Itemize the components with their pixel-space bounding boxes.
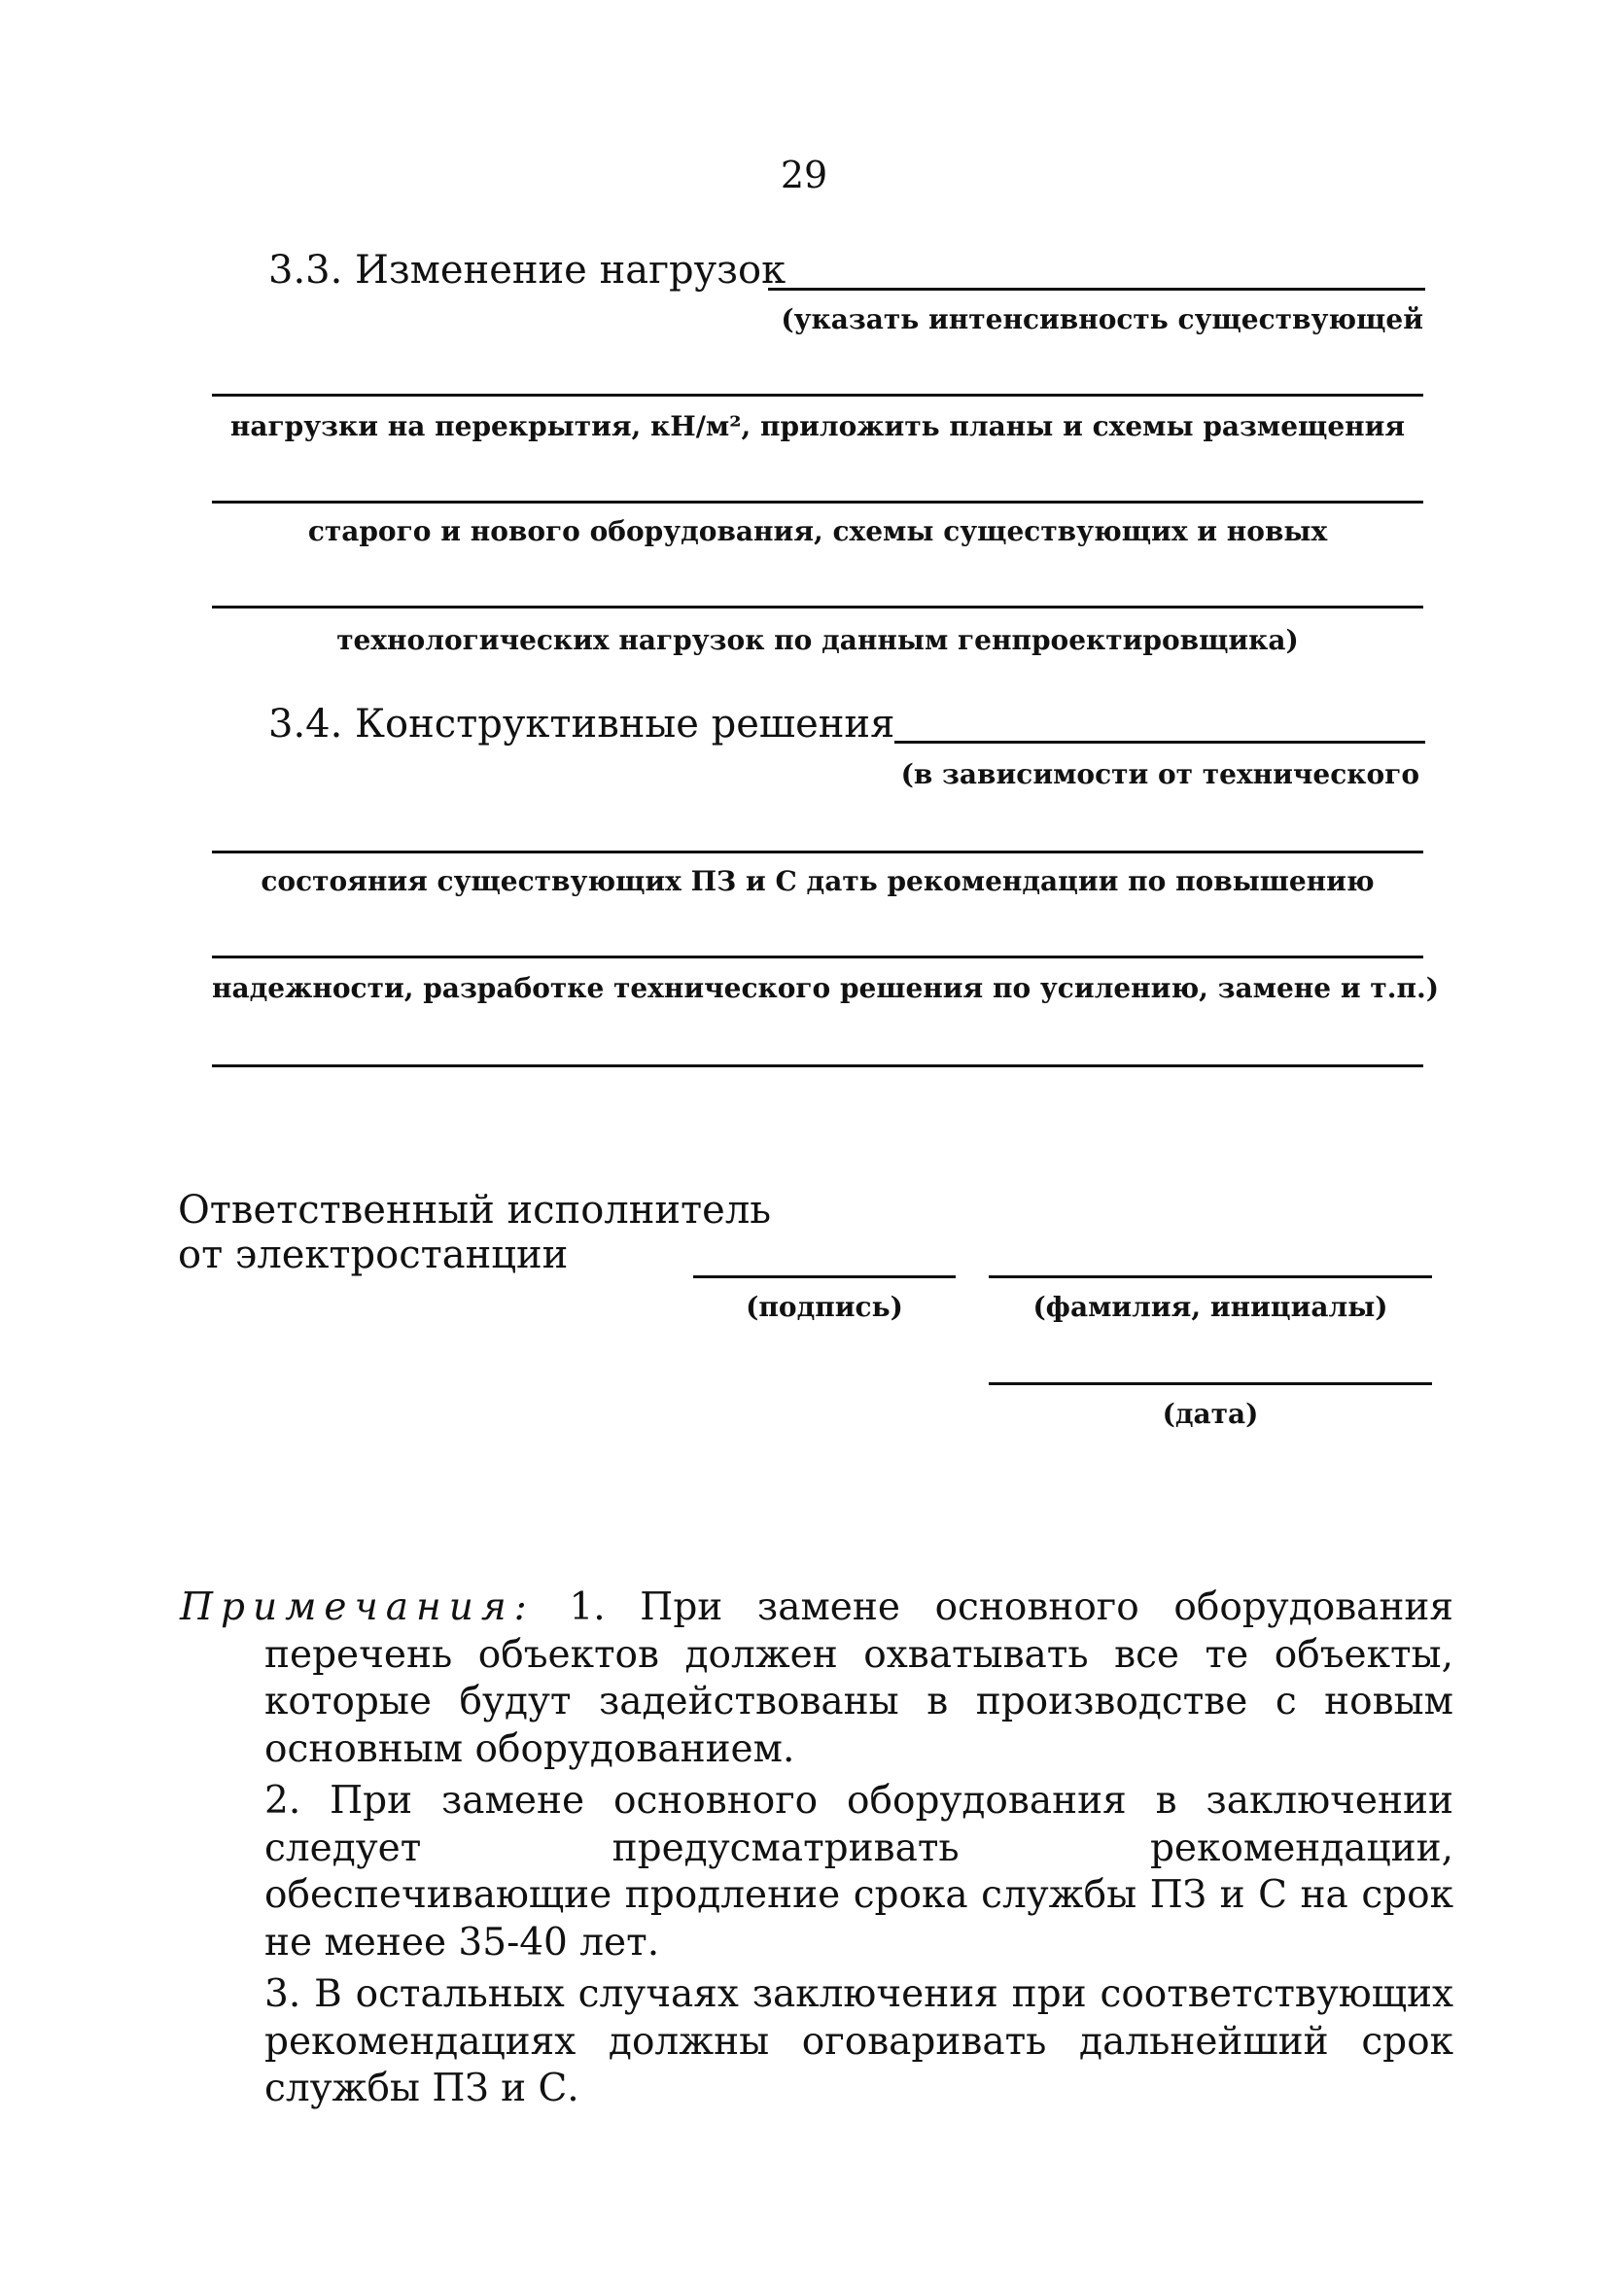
responsible-label-line2: от электростанции — [178, 1233, 569, 1277]
signature-line[interactable] — [693, 1275, 956, 1278]
section-3-3-hint-1: (указать интенсивность существующей — [781, 303, 1423, 335]
date-line[interactable] — [989, 1382, 1432, 1385]
notes-label: Примечания: — [180, 1585, 535, 1629]
note-2: 2. При замене основного оборудования в заключении следует предусматривать рекомендации, обеспечивающие продление срока службы ПЗ и С на срок не менее 35-40 лет. — [264, 1779, 1453, 1965]
section-3-4-hint-1: (в зависимости от технического — [900, 758, 1419, 790]
section-3-3-title: 3.3. Изменение нагрузок — [268, 248, 787, 293]
note-1-text: 1. При замене основного оборудования перечень объектов должен охватывать все те объекты, которые будут задействованы в производстве с новым основным оборудованием. — [264, 1585, 1454, 1771]
section-3-4-field-line[interactable] — [212, 956, 1423, 958]
section-3-4-field-line[interactable] — [212, 851, 1423, 853]
section-3-3-hint-3: старого и нового оборудования, схемы существующих и новых — [307, 515, 1328, 547]
section-3-3-field-line[interactable] — [768, 288, 1425, 291]
note-3: 3. В остальных случаях заключения при соответствующих рекомендациях должны оговаривать дальнейший срок службы ПЗ и С. — [264, 1972, 1453, 2110]
section-3-3-field-line[interactable] — [212, 606, 1423, 609]
section-3-3-hint-4: технологических нагрузок по данным генпроектировщика) — [336, 624, 1299, 656]
date-caption: (дата) — [1162, 1398, 1259, 1430]
section-3-4-hint-2: состояния существующих ПЗ и С дать рекомендации по повышению — [261, 865, 1375, 897]
signature-caption: (подпись) — [746, 1291, 903, 1323]
section-3-4-field-line[interactable] — [894, 741, 1425, 744]
responsible-label-line1: Ответственный исполнитель — [178, 1188, 772, 1233]
section-3-4-title: 3.4. Конструктивные решения — [268, 702, 895, 747]
name-line[interactable] — [989, 1275, 1432, 1278]
section-3-3-hint-2: нагрузки на перекрытия, кН/м², приложить планы и схемы размещения — [229, 410, 1406, 442]
page-number: 29 — [780, 154, 828, 196]
notes-block — [180, 1584, 1453, 2118]
section-3-4-hint-3: надежности, разработке технического решения по усилению, замене и т.п.) — [212, 972, 1439, 1004]
note-1 — [180, 1584, 1453, 1773]
section-3-4-field-line[interactable] — [212, 1064, 1423, 1067]
section-3-3-field-line[interactable] — [212, 501, 1423, 504]
name-caption: (фамилия, инициалы) — [1032, 1291, 1388, 1323]
section-3-3-field-line[interactable] — [212, 394, 1423, 397]
